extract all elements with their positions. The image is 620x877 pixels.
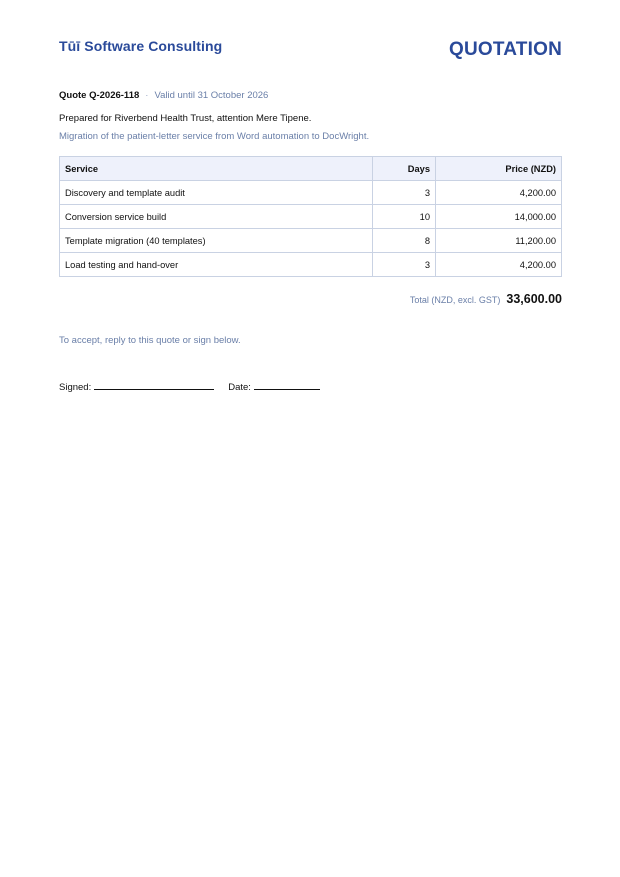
date-blank[interactable] [254, 380, 320, 390]
company-name: Tūī Software Consulting [59, 38, 223, 54]
table-row [60, 205, 562, 229]
header-price: Price (NZD) [436, 157, 562, 181]
date-label: Date: [228, 382, 251, 393]
row-days: 10 [373, 205, 436, 229]
accept-instructions: To accept, reply to this quote or sign below. [59, 335, 241, 346]
row-price: 4,200.00 [436, 181, 562, 205]
header-service: Service [60, 157, 373, 181]
total-label: Total (NZD, excl. GST) [409, 295, 501, 305]
row-service: Template migration (40 templates) [60, 229, 373, 253]
meta-separator: · [145, 90, 149, 101]
row-service: Discovery and template audit [60, 181, 373, 205]
valid-until: Valid until 31 October 2026 [154, 90, 269, 101]
total-line [410, 290, 562, 308]
scope-description: Migration of the patient-letter service from Word automation to DocWright. [59, 131, 370, 142]
row-service: Conversion service build [60, 205, 373, 229]
signature-blank[interactable] [94, 380, 214, 390]
row-service: Load testing and hand-over [60, 253, 373, 277]
row-price: 11,200.00 [436, 229, 562, 253]
row-price: 14,000.00 [436, 205, 562, 229]
header-days: Days [373, 157, 436, 181]
document-title: QUOTATION [449, 39, 562, 60]
quote-meta-line [59, 90, 268, 101]
services-table [59, 156, 562, 277]
signature-line [59, 380, 320, 393]
signed-label: Signed: [59, 382, 92, 393]
total-value: 33,600.00 [506, 292, 562, 306]
quote-number: Quote Q-2026-118 [59, 90, 140, 101]
table-row [60, 181, 562, 205]
row-days: 8 [373, 229, 436, 253]
row-days: 3 [373, 253, 436, 277]
table-row [60, 253, 562, 277]
prepared-for: Prepared for Riverbend Health Trust, attention Mere Tipene. [59, 113, 312, 124]
row-price: 4,200.00 [436, 253, 562, 277]
table-row [60, 229, 562, 253]
row-days: 3 [373, 181, 436, 205]
table-header-row [60, 157, 562, 181]
